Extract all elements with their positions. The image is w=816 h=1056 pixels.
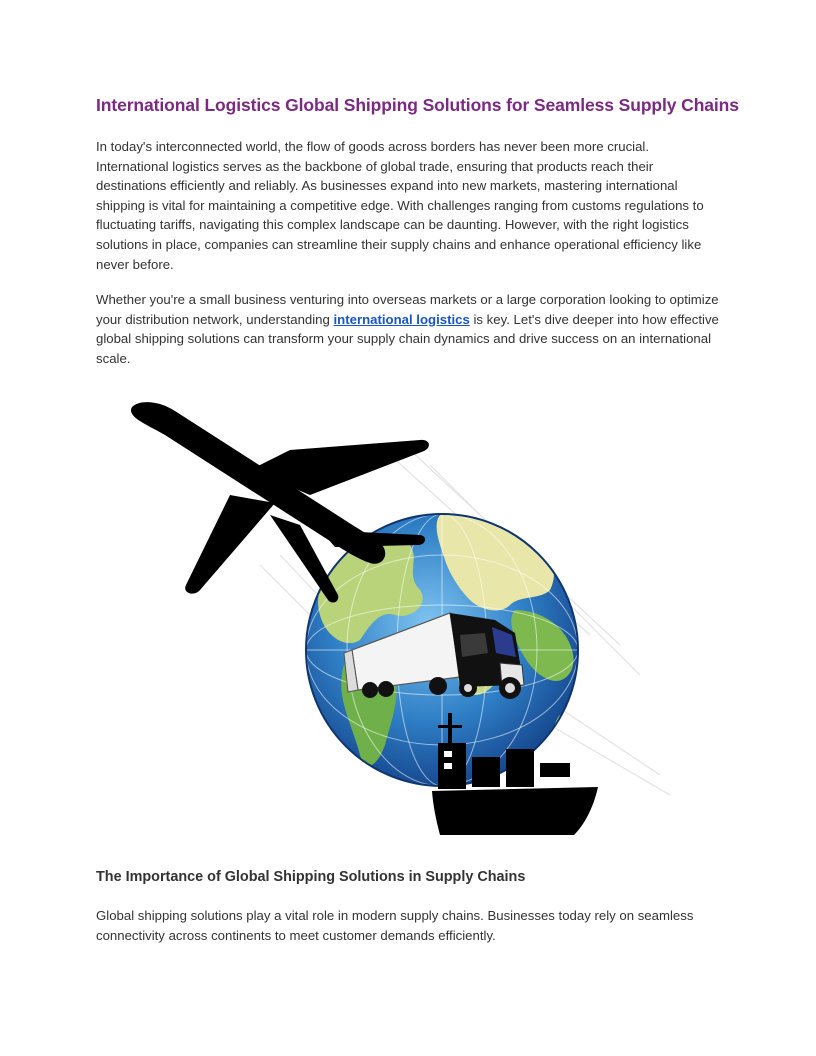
second-paragraph — [96, 290, 722, 368]
intro-paragraph: In today's interconnected world, the flow of goods across borders has never been more crucial. International logistics serves as the backbone of global trade, ensuring that products reach their destinations efficiently and reliably. As businesses expand into new markets, mastering international shipping is vital for maintaining a competitive edge. With challenges ranging from customs regulations to fluctuating tariffs, navigating this complex landscape can be daunting. However, with the right logistics solutions in place, companies can streamline their supply chains and enhance operational efficiency like never before. — [96, 139, 704, 272]
international-logistics-link[interactable]: international logistics — [333, 311, 470, 327]
paragraph-text: is key. Let's dive deeper into how effective global shipping solutions can transform your supply chain dynamics and drive success on an international scale. — [96, 311, 719, 366]
page-title: International Logistics Global Shipping Solutions for Seamless Supply Chains — [96, 95, 739, 115]
section-heading: The Importance of Global Shipping Solutions in Supply Chains — [96, 869, 526, 885]
paragraph-text: Whether you're a small business venturing into overseas markets or a large corporation looking to optimize your distribution network, understanding — [96, 292, 719, 327]
logistics-illustration — [120, 395, 680, 845]
section-paragraph: Global shipping solutions play a vital role in modern supply chains. Businesses today rely on seamless connectivity across continents to meet customer demands efficiently. — [96, 908, 694, 943]
